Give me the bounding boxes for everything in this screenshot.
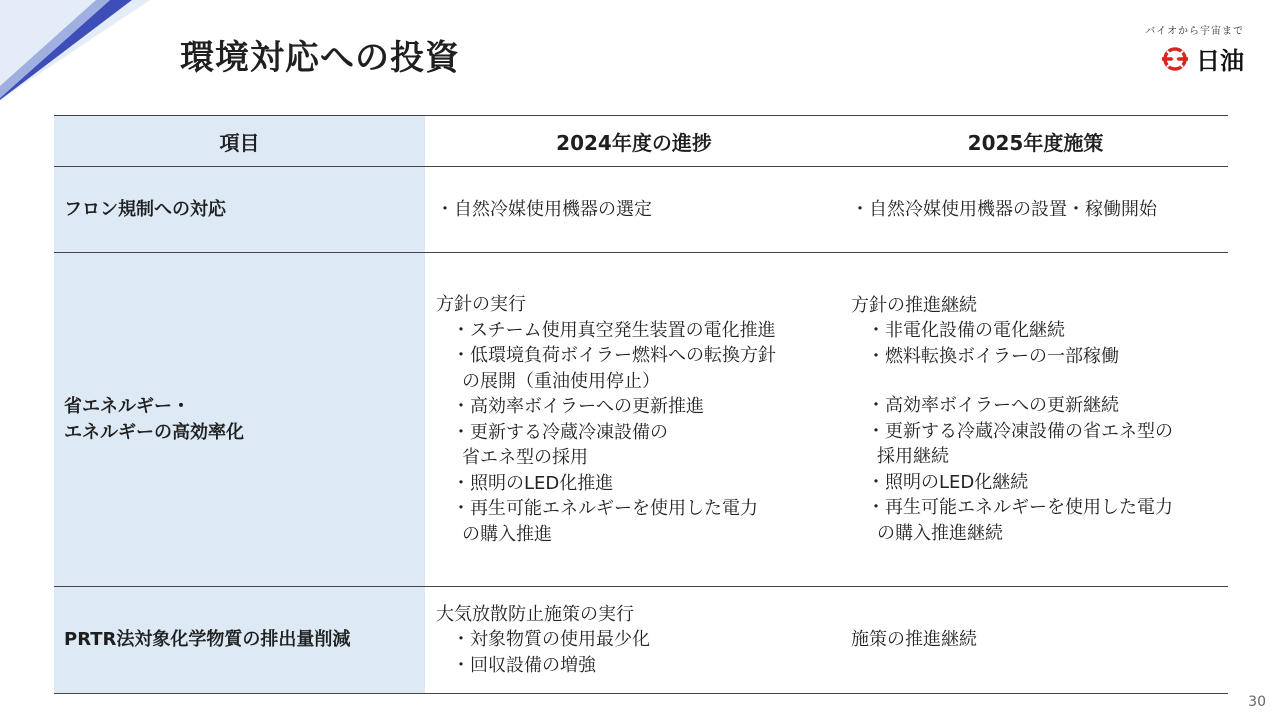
progress-2024-cell (425, 587, 843, 694)
cell-line: ・スチーム使用真空発生装置の電化推進 (452, 319, 776, 341)
cell-line: ・高効率ボイラーへの更新推進 (452, 396, 704, 417)
cell-line: ・更新する冷蔵冷凍設備の省エネ型の (867, 420, 1173, 442)
nof-mark-icon (1160, 46, 1190, 72)
cell-line: ・高効率ボイラーへの更新継続 (867, 395, 1119, 417)
page-title: 環境対応への投資 (180, 38, 460, 78)
progress-2024-cell (425, 253, 843, 587)
cell-line: 省エネルギー・ (64, 395, 190, 417)
plan-2025-cell (843, 167, 1228, 253)
cell-line: ・照明のLED化推進 (452, 472, 614, 494)
cell-line: ・非電化設備の電化継続 (867, 320, 1065, 342)
cell-line: ・自然冷媒使用機器の選定 (436, 198, 652, 220)
page-number: 30 (1248, 694, 1266, 710)
table-row (54, 167, 1228, 253)
plan-2025-cell (843, 587, 1228, 694)
cell-line: の展開（重油使用停止） (462, 370, 660, 392)
logo-tagline: バイオから宇宙まで (1145, 26, 1244, 37)
cell-line: ・照明のLED化継続 (867, 471, 1029, 493)
plan-2025-cell (843, 253, 1228, 587)
cell-line: PRTR法対象化学物質の排出量削減 (64, 629, 351, 650)
company-logo (1145, 22, 1244, 76)
progress-2024-cell (425, 167, 843, 253)
cell-line: 方針の推進継続 (851, 294, 977, 316)
cell-line: ・対象物質の使用最少化 (452, 629, 650, 651)
header-2025-plan: 2025年度施策 (843, 116, 1228, 167)
corner-decoration (0, 0, 170, 110)
logo-brand-name: 日油 (1196, 47, 1244, 75)
cell-line: 大気放散防止施策の実行 (436, 603, 634, 625)
cell-line: 省エネ型の採用 (462, 447, 588, 468)
cell-line: ・自然冷媒使用機器の設置・稼働開始 (851, 198, 1157, 220)
cell-line: ・再生可能エネルギーを使用した電力 (867, 497, 1173, 519)
header-item: 項目 (54, 116, 425, 167)
row-label (54, 253, 425, 587)
row-label (54, 167, 425, 253)
cell-line: エネルギーの高効率化 (64, 421, 244, 443)
cell-line: 方針の実行 (436, 294, 526, 315)
header-2024-progress: 2024年度の進捗 (425, 116, 843, 167)
cell-line: 施策の推進継続 (851, 629, 977, 651)
cell-line: ・更新する冷蔵冷凍設備の (452, 421, 668, 443)
row-label (54, 587, 425, 694)
cell-line: ・再生可能エネルギーを使用した電力 (452, 498, 758, 519)
cell-line: 採用継続 (877, 446, 949, 468)
cell-line: ・燃料転換ボイラーの一部稼働 (867, 345, 1119, 367)
table-row (54, 253, 1228, 587)
cell-line: の購入推進 (462, 523, 552, 545)
table-row (54, 587, 1228, 694)
cell-line (851, 369, 1228, 393)
cell-line: フロン規制への対応 (64, 198, 226, 220)
table-header-row (54, 116, 1228, 167)
cell-line: ・回収設備の増強 (452, 654, 596, 676)
cell-line: の購入推進継続 (877, 522, 1003, 544)
investment-table (54, 115, 1228, 694)
cell-line: ・低環境負荷ボイラー燃料への転換方針 (452, 345, 776, 366)
